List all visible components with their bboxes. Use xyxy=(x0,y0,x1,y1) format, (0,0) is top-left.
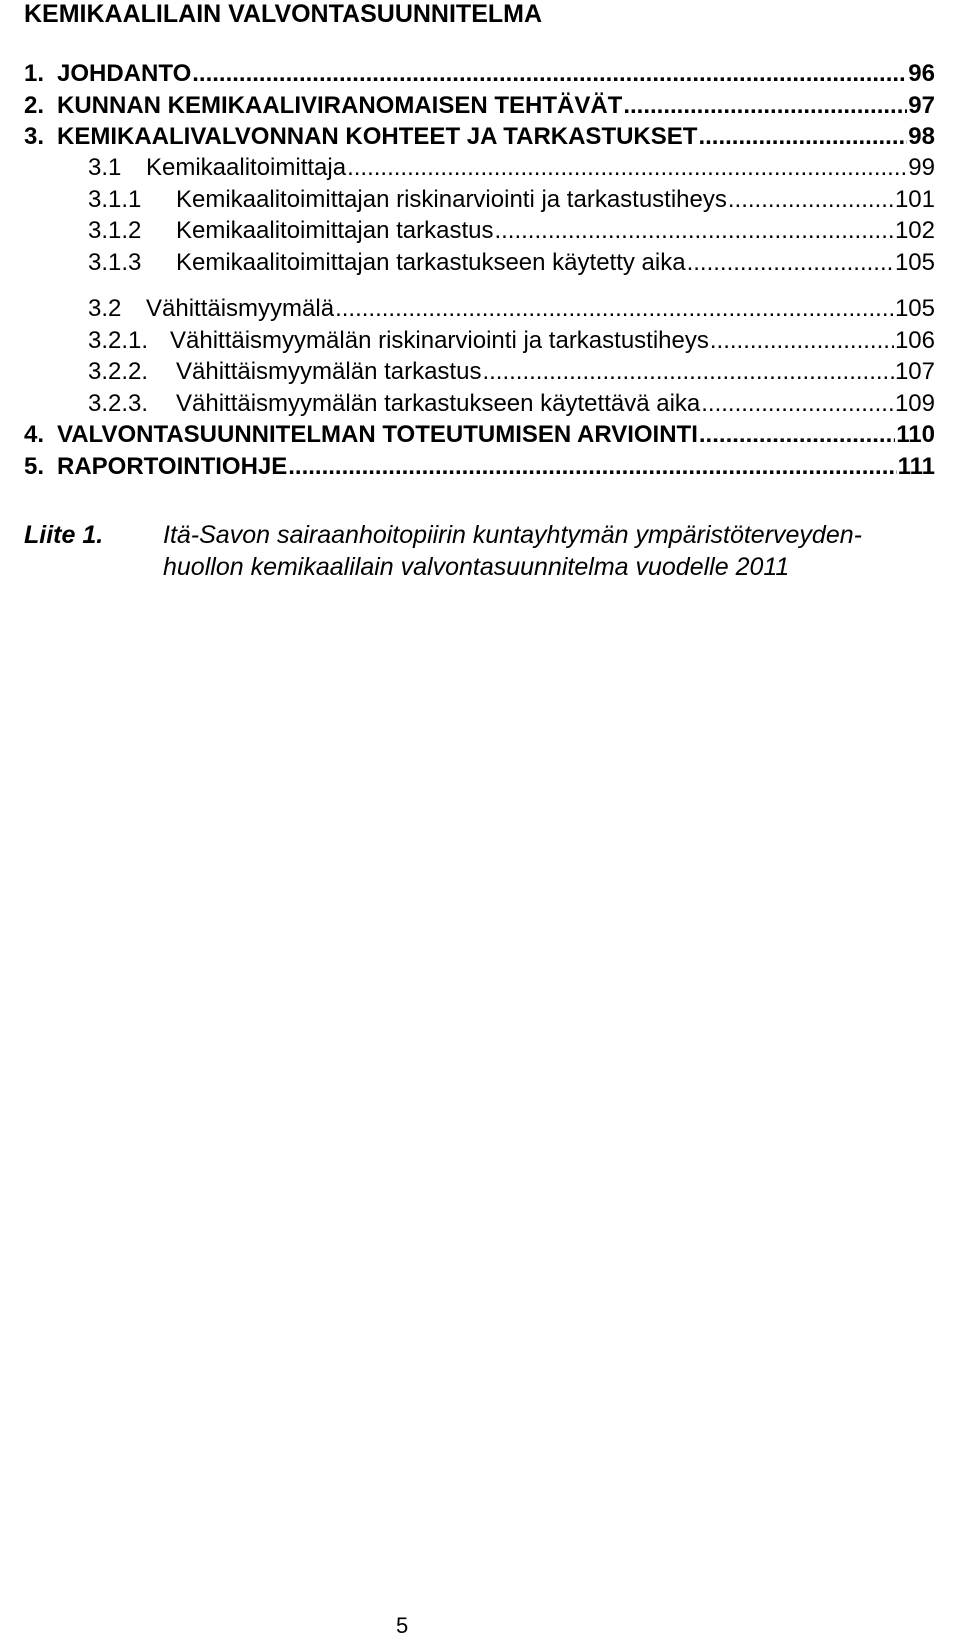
toc-entry-title: RAPORTOINTIOHJE xyxy=(57,453,288,480)
toc-entry-page: 102 xyxy=(894,217,935,244)
toc-entry-number: 1. xyxy=(24,60,45,87)
toc-entry-title: Vähittäismyymälän tarkastus xyxy=(176,358,482,385)
appendix-description-line: huollon kemikaalilain valvontasuunnitelma vuodelle 2011 xyxy=(163,553,790,581)
toc-leader-dots xyxy=(288,451,896,482)
toc-entry xyxy=(88,152,935,183)
toc-entry-title: KEMIKAALIVALVONNAN KOHTEET JA TARKASTUKSET xyxy=(57,123,698,150)
toc-leader-dots xyxy=(482,356,894,387)
toc-entry-number: 3.1 xyxy=(88,154,122,181)
toc-entry-page: 111 xyxy=(897,453,935,480)
toc-entry-title: Vähittäismyymälän riskinarviointi ja tarkastustiheys xyxy=(170,327,709,354)
toc-entry-title: KUNNAN KEMIKAALIVIRANOMAISEN TEHTÄVÄT xyxy=(57,92,623,119)
toc-entry xyxy=(24,419,935,450)
toc-entry-page: 105 xyxy=(894,295,935,322)
toc-entry-title: Kemikaalitoimittaja xyxy=(146,154,347,181)
toc-entry xyxy=(24,58,935,89)
toc-entry-title: Kemikaalitoimittajan tarkastus xyxy=(176,217,494,244)
toc-entry-title: VALVONTASUUNNITELMAN TOTEUTUMISEN ARVIOINTI xyxy=(57,421,698,448)
toc-entry xyxy=(24,451,935,482)
toc-entry xyxy=(88,184,935,215)
toc-entry-page: 106 xyxy=(894,327,935,354)
appendix-description-line: Itä-Savon sairaanhoitopiirin kuntayhtymän ympäristöterveyden- xyxy=(163,521,862,549)
toc-leader-dots xyxy=(701,388,894,419)
toc-entry-number: 3.2 xyxy=(88,295,122,322)
toc-entry-number: 3.1.2 xyxy=(88,217,142,244)
page-number: 5 xyxy=(396,1613,409,1638)
toc-entry-number: 3.2.3. xyxy=(88,390,149,417)
toc-entry-number: 3.2.2. xyxy=(88,358,149,385)
toc-entry-number: 2. xyxy=(24,92,45,119)
toc-leader-dots xyxy=(192,58,907,89)
toc-entry-title: JOHDANTO xyxy=(57,60,192,87)
toc-entry-page: 109 xyxy=(894,390,935,417)
toc-entry-page: 97 xyxy=(908,92,935,119)
toc-leader-dots xyxy=(347,152,907,183)
toc-entry-title: Vähittäismyymälä xyxy=(146,295,335,322)
toc-entry-number: 3.1.1 xyxy=(88,186,142,213)
toc-entry xyxy=(88,247,935,278)
toc-entry xyxy=(88,356,935,387)
toc-leader-dots xyxy=(699,419,895,450)
appendix-label: Liite 1. xyxy=(24,521,104,549)
toc-entry-page: 107 xyxy=(894,358,935,385)
toc-entry-number: 5. xyxy=(24,453,45,480)
toc-leader-dots xyxy=(623,90,907,121)
toc-leader-dots xyxy=(335,293,894,324)
toc-entry-title: Kemikaalitoimittajan riskinarviointi ja tarkastustiheys xyxy=(176,186,727,213)
toc-entry-page: 96 xyxy=(908,60,935,87)
toc-entry-title: Vähittäismyymälän tarkastukseen käytettävä aika xyxy=(176,390,701,417)
toc-entry xyxy=(88,293,935,324)
toc-leader-dots xyxy=(710,325,894,356)
toc-entry-page: 99 xyxy=(908,154,935,181)
toc-entry-page: 101 xyxy=(894,186,935,213)
toc-entry-page: 110 xyxy=(896,421,935,448)
toc-leader-dots xyxy=(494,215,893,246)
toc-leader-dots xyxy=(687,247,894,278)
toc-entry xyxy=(88,215,935,246)
toc-entry-title: Kemikaalitoimittajan tarkastukseen käytetty aika xyxy=(176,249,686,276)
toc-entry-number: 3. xyxy=(24,123,45,150)
toc-entry-number: 3.2.1. xyxy=(88,327,149,354)
toc-entry-number: 4. xyxy=(24,421,45,448)
toc-entry xyxy=(88,388,935,419)
toc-leader-dots xyxy=(728,184,894,215)
toc-entry xyxy=(24,121,935,152)
toc-entry xyxy=(88,325,935,356)
toc-entry-page: 105 xyxy=(894,249,935,276)
appendix-description xyxy=(163,519,960,583)
document-title: KEMIKAALILAIN VALVONTASUUNNITELMA xyxy=(24,0,543,28)
toc-entry-number: 3.1.3 xyxy=(88,249,142,276)
toc-entry-page: 98 xyxy=(908,123,935,150)
toc-leader-dots xyxy=(698,121,907,152)
toc-entry xyxy=(24,90,935,121)
